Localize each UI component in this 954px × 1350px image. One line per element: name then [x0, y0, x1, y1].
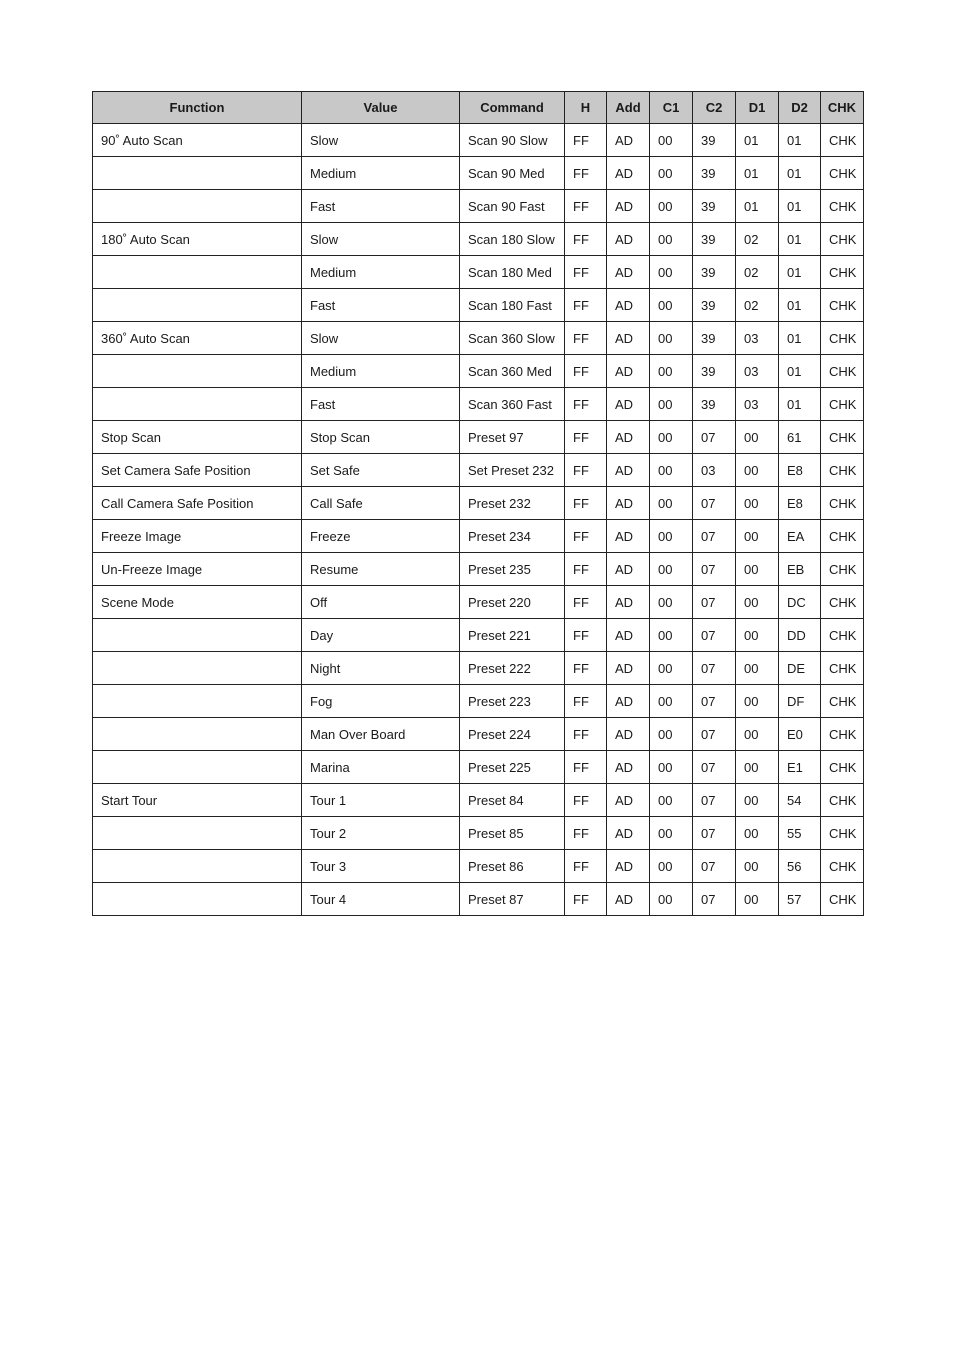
cell-c2: 39 [693, 157, 736, 190]
table-header [93, 92, 864, 124]
cell-c1: 00 [650, 388, 693, 421]
cell-chk: CHK [821, 553, 864, 586]
cell-c1: 00 [650, 322, 693, 355]
cell-chk: CHK [821, 817, 864, 850]
column-header-command: Command [460, 92, 565, 124]
table-row [93, 883, 864, 916]
column-header-chk: CHK [821, 92, 864, 124]
cell-function [93, 355, 302, 388]
cell-function: Stop Scan [93, 421, 302, 454]
cell-d1: 03 [736, 355, 779, 388]
cell-c2: 39 [693, 355, 736, 388]
cell-h: FF [565, 322, 607, 355]
cell-h: FF [565, 256, 607, 289]
cell-chk: CHK [821, 388, 864, 421]
cell-value: Set Safe [302, 454, 460, 487]
cell-add: AD [607, 454, 650, 487]
cell-c2: 07 [693, 784, 736, 817]
cell-h: FF [565, 421, 607, 454]
cell-d1: 00 [736, 652, 779, 685]
table-row [93, 718, 864, 751]
cell-value: Stop Scan [302, 421, 460, 454]
cell-value: Slow [302, 322, 460, 355]
cell-c2: 03 [693, 454, 736, 487]
cell-d2: DC [779, 586, 821, 619]
cell-c1: 00 [650, 685, 693, 718]
table-row [93, 586, 864, 619]
cell-c2: 07 [693, 883, 736, 916]
cell-value: Call Safe [302, 487, 460, 520]
cell-function [93, 289, 302, 322]
cell-add: AD [607, 157, 650, 190]
cell-d2: 01 [779, 124, 821, 157]
cell-d2: EA [779, 520, 821, 553]
cell-h: FF [565, 190, 607, 223]
cell-value: Fast [302, 289, 460, 322]
cell-chk: CHK [821, 223, 864, 256]
cell-add: AD [607, 751, 650, 784]
cell-function: Scene Mode [93, 586, 302, 619]
table-row [93, 685, 864, 718]
cell-d1: 00 [736, 487, 779, 520]
cell-d1: 02 [736, 223, 779, 256]
cell-add: AD [607, 124, 650, 157]
cell-c2: 07 [693, 685, 736, 718]
cell-d1: 00 [736, 619, 779, 652]
cell-command: Scan 90 Med [460, 157, 565, 190]
cell-value: Medium [302, 157, 460, 190]
table-row [93, 289, 864, 322]
cell-c2: 39 [693, 388, 736, 421]
cell-h: FF [565, 553, 607, 586]
cell-add: AD [607, 322, 650, 355]
table-row [93, 124, 864, 157]
cell-d2: E8 [779, 454, 821, 487]
cell-command: Preset 222 [460, 652, 565, 685]
cell-command: Preset 235 [460, 553, 565, 586]
cell-d2: 61 [779, 421, 821, 454]
cell-add: AD [607, 850, 650, 883]
cell-h: FF [565, 223, 607, 256]
cell-chk: CHK [821, 157, 864, 190]
cell-d2: 01 [779, 289, 821, 322]
cell-c1: 00 [650, 256, 693, 289]
cell-d2: E8 [779, 487, 821, 520]
table-body [93, 124, 864, 916]
cell-h: FF [565, 751, 607, 784]
cell-function [93, 190, 302, 223]
cell-value: Fast [302, 388, 460, 421]
cell-function [93, 751, 302, 784]
cell-add: AD [607, 586, 650, 619]
cell-value: Day [302, 619, 460, 652]
cell-d1: 00 [736, 883, 779, 916]
cell-function: Set Camera Safe Position [93, 454, 302, 487]
cell-command: Preset 232 [460, 487, 565, 520]
cell-add: AD [607, 619, 650, 652]
table-row [93, 520, 864, 553]
cell-value: Tour 2 [302, 817, 460, 850]
cell-d2: 01 [779, 322, 821, 355]
cell-function: 90˚ Auto Scan [93, 124, 302, 157]
cell-command: Scan 360 Med [460, 355, 565, 388]
cell-d2: DD [779, 619, 821, 652]
cell-c1: 00 [650, 619, 693, 652]
cell-function: 360˚ Auto Scan [93, 322, 302, 355]
cell-function: Start Tour [93, 784, 302, 817]
cell-h: FF [565, 487, 607, 520]
cell-h: FF [565, 883, 607, 916]
cell-chk: CHK [821, 355, 864, 388]
cell-c1: 00 [650, 421, 693, 454]
cell-add: AD [607, 487, 650, 520]
cell-c2: 39 [693, 190, 736, 223]
cell-value: Marina [302, 751, 460, 784]
cell-add: AD [607, 223, 650, 256]
cell-c2: 39 [693, 223, 736, 256]
cell-command: Scan 90 Fast [460, 190, 565, 223]
cell-c2: 07 [693, 487, 736, 520]
cell-function [93, 388, 302, 421]
cell-c1: 00 [650, 586, 693, 619]
cell-c2: 07 [693, 718, 736, 751]
cell-c1: 00 [650, 718, 693, 751]
cell-c1: 00 [650, 817, 693, 850]
cell-c2: 07 [693, 652, 736, 685]
cell-add: AD [607, 817, 650, 850]
cell-d1: 00 [736, 817, 779, 850]
column-header-add: Add [607, 92, 650, 124]
cell-chk: CHK [821, 256, 864, 289]
cell-value: Slow [302, 124, 460, 157]
cell-command: Preset 234 [460, 520, 565, 553]
cell-command: Preset 221 [460, 619, 565, 652]
cell-command: Scan 180 Slow [460, 223, 565, 256]
cell-value: Man Over Board [302, 718, 460, 751]
table-row [93, 784, 864, 817]
cell-c1: 00 [650, 652, 693, 685]
cell-d1: 02 [736, 256, 779, 289]
cell-value: Medium [302, 256, 460, 289]
cell-value: Freeze [302, 520, 460, 553]
column-header-function: Function [93, 92, 302, 124]
cell-d2: EB [779, 553, 821, 586]
column-header-value: Value [302, 92, 460, 124]
cell-value: Slow [302, 223, 460, 256]
cell-add: AD [607, 685, 650, 718]
cell-c1: 00 [650, 157, 693, 190]
column-header-d2: D2 [779, 92, 821, 124]
cell-h: FF [565, 157, 607, 190]
cell-chk: CHK [821, 685, 864, 718]
table-row [93, 322, 864, 355]
cell-chk: CHK [821, 322, 864, 355]
cell-add: AD [607, 355, 650, 388]
cell-h: FF [565, 718, 607, 751]
cell-h: FF [565, 388, 607, 421]
cell-command: Scan 180 Med [460, 256, 565, 289]
cell-c1: 00 [650, 223, 693, 256]
cell-c2: 39 [693, 289, 736, 322]
table-row [93, 553, 864, 586]
cell-d2: 01 [779, 388, 821, 421]
cell-d2: DF [779, 685, 821, 718]
column-header-d1: D1 [736, 92, 779, 124]
cell-chk: CHK [821, 487, 864, 520]
cell-add: AD [607, 718, 650, 751]
cell-d1: 00 [736, 586, 779, 619]
cell-add: AD [607, 553, 650, 586]
cell-h: FF [565, 454, 607, 487]
cell-command: Scan 90 Slow [460, 124, 565, 157]
table-row [93, 256, 864, 289]
cell-h: FF [565, 124, 607, 157]
cell-h: FF [565, 817, 607, 850]
cell-d1: 00 [736, 421, 779, 454]
cell-function: 180˚ Auto Scan [93, 223, 302, 256]
cell-add: AD [607, 256, 650, 289]
cell-d2: 01 [779, 223, 821, 256]
cell-command: Scan 360 Slow [460, 322, 565, 355]
cell-c2: 07 [693, 421, 736, 454]
cell-d2: 54 [779, 784, 821, 817]
cell-h: FF [565, 850, 607, 883]
cell-function [93, 619, 302, 652]
cell-function [93, 817, 302, 850]
cell-value: Fast [302, 190, 460, 223]
cell-c1: 00 [650, 520, 693, 553]
cell-c2: 07 [693, 850, 736, 883]
cell-value: Off [302, 586, 460, 619]
cell-d1: 01 [736, 157, 779, 190]
cell-command: Scan 180 Fast [460, 289, 565, 322]
cell-c1: 00 [650, 883, 693, 916]
cell-add: AD [607, 784, 650, 817]
cell-command: Preset 224 [460, 718, 565, 751]
cell-add: AD [607, 883, 650, 916]
cell-command: Preset 87 [460, 883, 565, 916]
table-row [93, 487, 864, 520]
cell-add: AD [607, 520, 650, 553]
cell-d1: 00 [736, 685, 779, 718]
cell-chk: CHK [821, 850, 864, 883]
cell-c2: 39 [693, 124, 736, 157]
cell-function: Call Camera Safe Position [93, 487, 302, 520]
table-row [93, 751, 864, 784]
table-row [93, 817, 864, 850]
cell-value: Tour 3 [302, 850, 460, 883]
cell-add: AD [607, 289, 650, 322]
cell-command: Preset 225 [460, 751, 565, 784]
cell-function [93, 718, 302, 751]
cell-value: Night [302, 652, 460, 685]
cell-c1: 00 [650, 784, 693, 817]
cell-function [93, 157, 302, 190]
cell-chk: CHK [821, 784, 864, 817]
column-header-h: H [565, 92, 607, 124]
table-row [93, 421, 864, 454]
table-row [93, 619, 864, 652]
cell-d2: 56 [779, 850, 821, 883]
cell-d1: 02 [736, 289, 779, 322]
cell-h: FF [565, 652, 607, 685]
cell-d2: 01 [779, 355, 821, 388]
table-row [93, 157, 864, 190]
table-row [93, 850, 864, 883]
cell-c1: 00 [650, 850, 693, 883]
cell-d2: DE [779, 652, 821, 685]
cell-h: FF [565, 685, 607, 718]
cell-d1: 01 [736, 124, 779, 157]
cell-command: Preset 223 [460, 685, 565, 718]
cell-c1: 00 [650, 553, 693, 586]
cell-chk: CHK [821, 652, 864, 685]
cell-c2: 39 [693, 322, 736, 355]
cell-c2: 07 [693, 520, 736, 553]
cell-command: Preset 220 [460, 586, 565, 619]
cell-chk: CHK [821, 883, 864, 916]
cell-h: FF [565, 784, 607, 817]
cell-function: Freeze Image [93, 520, 302, 553]
cell-d1: 03 [736, 322, 779, 355]
cell-c1: 00 [650, 124, 693, 157]
cell-h: FF [565, 520, 607, 553]
cell-c1: 00 [650, 355, 693, 388]
cell-chk: CHK [821, 586, 864, 619]
cell-c1: 00 [650, 190, 693, 223]
cell-d1: 03 [736, 388, 779, 421]
cell-c1: 00 [650, 751, 693, 784]
cell-c2: 07 [693, 817, 736, 850]
cell-d2: 01 [779, 256, 821, 289]
cell-h: FF [565, 586, 607, 619]
cell-h: FF [565, 355, 607, 388]
cell-chk: CHK [821, 718, 864, 751]
cell-c2: 07 [693, 751, 736, 784]
cell-add: AD [607, 652, 650, 685]
cell-value: Medium [302, 355, 460, 388]
cell-command: Preset 84 [460, 784, 565, 817]
cell-add: AD [607, 190, 650, 223]
cell-c2: 07 [693, 586, 736, 619]
cell-d2: 01 [779, 190, 821, 223]
cell-d2: E0 [779, 718, 821, 751]
cell-command: Set Preset 232 [460, 454, 565, 487]
cell-d1: 00 [736, 553, 779, 586]
table-row [93, 388, 864, 421]
cell-chk: CHK [821, 190, 864, 223]
cell-h: FF [565, 289, 607, 322]
column-header-c2: C2 [693, 92, 736, 124]
table-row [93, 190, 864, 223]
cell-command: Preset 86 [460, 850, 565, 883]
cell-function [93, 685, 302, 718]
cell-add: AD [607, 388, 650, 421]
cell-chk: CHK [821, 421, 864, 454]
table-row [93, 652, 864, 685]
cell-d1: 00 [736, 751, 779, 784]
cell-c2: 07 [693, 553, 736, 586]
cell-command: Preset 97 [460, 421, 565, 454]
cell-add: AD [607, 421, 650, 454]
cell-value: Fog [302, 685, 460, 718]
cell-command: Preset 85 [460, 817, 565, 850]
table-row [93, 454, 864, 487]
cell-c2: 07 [693, 619, 736, 652]
cell-function [93, 652, 302, 685]
cell-d2: 55 [779, 817, 821, 850]
table-row [93, 355, 864, 388]
cell-value: Resume [302, 553, 460, 586]
cell-d1: 00 [736, 718, 779, 751]
cell-d2: 57 [779, 883, 821, 916]
cell-d1: 00 [736, 850, 779, 883]
cell-function [93, 256, 302, 289]
cell-value: Tour 1 [302, 784, 460, 817]
cell-function [93, 850, 302, 883]
cell-d1: 00 [736, 520, 779, 553]
cell-function [93, 883, 302, 916]
cell-chk: CHK [821, 289, 864, 322]
cell-d1: 00 [736, 784, 779, 817]
cell-c1: 00 [650, 454, 693, 487]
cell-value: Tour 4 [302, 883, 460, 916]
cell-h: FF [565, 619, 607, 652]
table-row [93, 223, 864, 256]
cell-c2: 39 [693, 256, 736, 289]
header-row [93, 92, 864, 124]
cell-d2: E1 [779, 751, 821, 784]
cell-chk: CHK [821, 520, 864, 553]
cell-d1: 00 [736, 454, 779, 487]
cell-command: Scan 360 Fast [460, 388, 565, 421]
cell-function: Un-Freeze Image [93, 553, 302, 586]
cell-d1: 01 [736, 190, 779, 223]
cell-c1: 00 [650, 289, 693, 322]
column-header-c1: C1 [650, 92, 693, 124]
cell-chk: CHK [821, 124, 864, 157]
cell-chk: CHK [821, 619, 864, 652]
cell-d2: 01 [779, 157, 821, 190]
cell-c1: 00 [650, 487, 693, 520]
cell-chk: CHK [821, 751, 864, 784]
command-table [92, 91, 864, 916]
cell-chk: CHK [821, 454, 864, 487]
